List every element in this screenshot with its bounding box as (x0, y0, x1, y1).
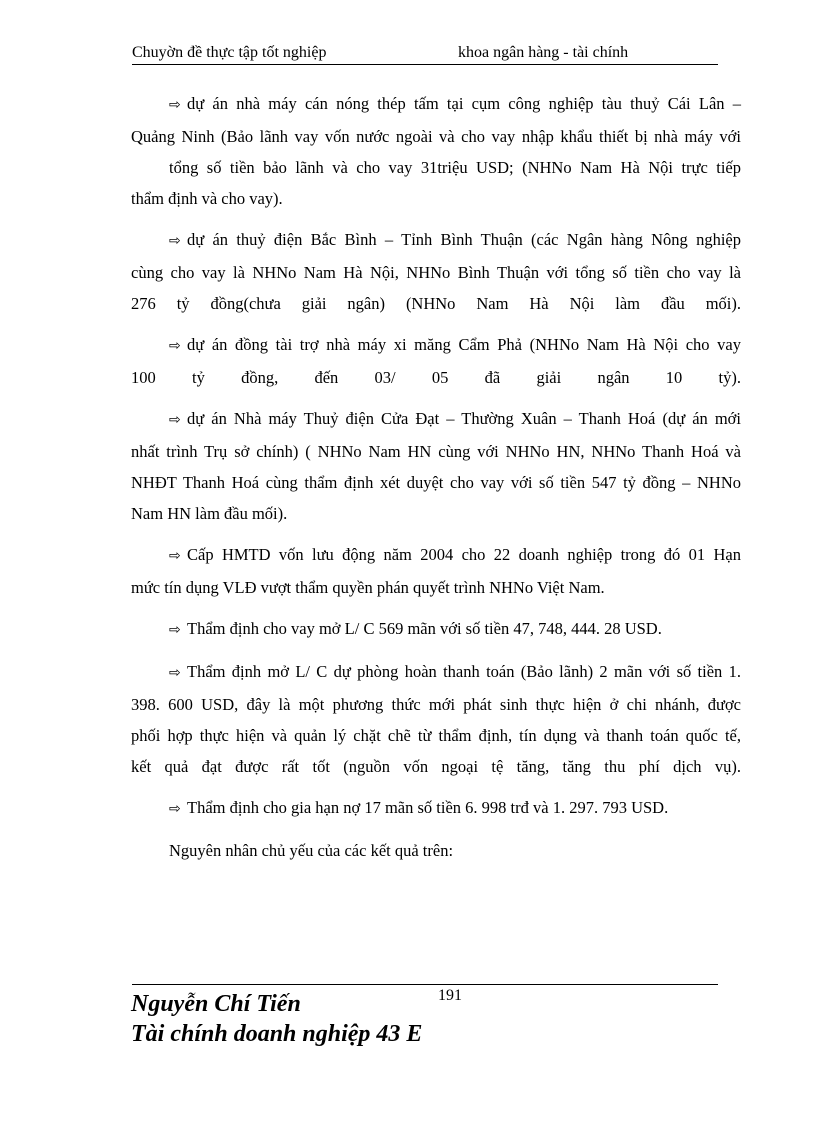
arrow-bullet-icon: ⇨ (169, 548, 181, 564)
text-line: ⇨ dự án đồng tài trợ nhà máy xi măng Cẩm Phả (NHNo Nam Hà Nội cho vay (131, 329, 741, 362)
page-header (132, 42, 718, 65)
text-line: nhất trình Trụ sở chính) ( NHNo Nam HN cùng với NHNo HN, NHNo Thanh Hoá và (131, 442, 741, 461)
text-line: NHĐT Thanh Hoá cùng thẩm định xét duyệt cho vay với số tiền 547 tỷ đồng – NHNo (131, 473, 741, 492)
text-line: ⇨ Thẩm định cho gia hạn nợ 17 mãn số tiền 6. 998 trđ và 1. 297. 793 USD. (131, 792, 741, 825)
paragraph-gia-han-no (131, 792, 741, 825)
paragraph-nguyen-nhan (131, 835, 741, 866)
text-line: Quảng Ninh (Bảo lãnh vay vốn nước ngoài và cho vay nhập khẩu thiết bị nhà máy với (131, 127, 741, 146)
text-line: 398. 600 USD, đây là một phương thức mới phát sinh thực hiện ở chi nhánh, được (131, 695, 741, 714)
page-number: 191 (438, 987, 462, 1004)
paragraph-lc-569 (131, 613, 741, 646)
text-line: Nam HN làm đầu mối). (131, 504, 288, 523)
text-line: 276 tỷ đồng(chưa giải ngân) (NHNo Nam Hà Nội làm đầu mối). (131, 294, 741, 313)
arrow-bullet-icon: ⇨ (169, 338, 181, 354)
paragraph-cam-pha (131, 329, 741, 393)
text-line: kết quả đạt được rất tốt (nguồn vốn ngoại tệ tăng, tăng thu phí dịch vụ). (131, 757, 741, 776)
text-line: cùng cho vay là NHNo Nam Hà Nội, NHNo Bình Thuận với tổng số tiền cho vay là (131, 263, 741, 282)
text-line: ⇨ Thẩm định cho vay mở L/ C 569 mãn với số tiền 47, 748, 444. 28 USD. (131, 613, 741, 646)
arrow-bullet-icon: ⇨ (169, 622, 181, 638)
text-line: ⇨ dự án Nhà máy Thuỷ điện Cửa Đạt – Thường Xuân – Thanh Hoá (dự án mới (131, 403, 741, 436)
footer-divider (132, 984, 718, 985)
text-line: Nguyên nhân chủ yếu của các kết quả trên: (169, 841, 454, 860)
text-line: ⇨ dự án thuỷ điện Bắc Bình – Tỉnh Bình Thuận (các Ngân hàng Nông nghiệp (131, 224, 741, 257)
footer-author-block (131, 989, 422, 1049)
text-line: thẩm định và cho vay). (131, 189, 283, 208)
paragraph-cai-lan (131, 88, 741, 214)
text-line: tổng số tiền bảo lãnh và cho vay 31triệu USD; (NHNo Nam Hà Nội trực tiếp (169, 158, 741, 177)
arrow-bullet-icon: ⇨ (169, 412, 181, 428)
paragraph-lc-du-phong (131, 656, 741, 782)
arrow-bullet-icon: ⇨ (169, 233, 181, 249)
footer-author-name: Nguyễn Chí Tiến (131, 991, 301, 1017)
paragraph-bac-binh (131, 224, 741, 319)
text-line: mức tín dụng VLĐ vượt thẩm quyền phán quyết trình NHNo Việt Nam. (131, 578, 605, 597)
text-line: ⇨ Cấp HMTD vốn lưu động năm 2004 cho 22 doanh nghiệp trong đó 01 Hạn (131, 539, 741, 572)
arrow-bullet-icon: ⇨ (169, 97, 181, 113)
text-line: phối hợp thực hiện và quản lý chặt chẽ từ thẩm định, tín dụng và thanh toán quốc tế, (131, 726, 741, 745)
text-line: ⇨ Thẩm định mở L/ C dự phòng hoàn thanh toán (Bảo lãnh) 2 mãn với số tiền 1. (131, 656, 741, 689)
arrow-bullet-icon: ⇨ (169, 801, 181, 817)
arrow-bullet-icon: ⇨ (169, 665, 181, 681)
paragraph-hmtd (131, 539, 741, 603)
paragraph-cua-dat (131, 403, 741, 529)
header-right-title: khoa ngân hàng - tài chính (458, 44, 629, 61)
document-body (131, 88, 741, 876)
footer-author-class: Tài chính doanh nghiệp 43 E (131, 1021, 423, 1047)
header-left-title: Chuyờn đề thực tập tốt nghiệp (132, 44, 327, 61)
text-line: ⇨ dự án nhà máy cán nóng thép tấm tại cụm công nghiệp tàu thuỷ Cái Lân – (131, 88, 741, 121)
text-line: 100 tỷ đồng, đến 03/ 05 đã giải ngân 10 tỷ). (131, 368, 741, 387)
